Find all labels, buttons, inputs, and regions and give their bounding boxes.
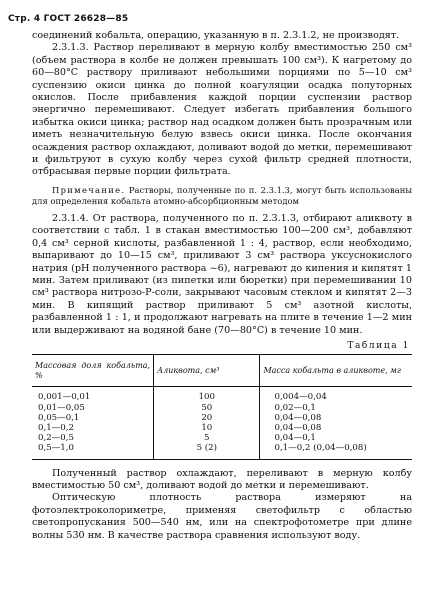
paragraph-continuation: соединений кобальта, операцию, указанную в п. 2.3.1.2, не производят. xyxy=(32,30,400,41)
page-header: Стр. 4 ГОСТ 26628—85 xyxy=(8,14,129,24)
paragraph-cooling: Полученный раствор охлаждают, переливают в мерную колбу вместимостью 50 см³, доливают водой до метки и перемешивают. xyxy=(32,467,412,491)
table-1 xyxy=(32,354,412,459)
cell-mass: 0,04—0,1 xyxy=(260,433,412,443)
table-row xyxy=(32,433,412,443)
table-caption: Таблица 1 xyxy=(347,340,410,351)
cell-mass: 0,02—0,1 xyxy=(260,403,412,413)
cell-mass: 0,04—0,08 xyxy=(260,423,412,433)
cell-aliquot: 50 xyxy=(154,403,260,413)
cell-fraction: 0,2—0,5 xyxy=(38,433,74,444)
cell-fraction: 0,01—0,05 xyxy=(38,402,85,413)
cell-fraction: 0,1—0,2 xyxy=(38,422,74,433)
cell-mass: 0,04—0,08 xyxy=(260,413,412,423)
table-header-row xyxy=(32,355,412,387)
paragraph-2-3-1-3: 2.3.1.3. Раствор переливают в мерную колбу вместимостью 250 см³ (объем раствора в колбе не должен превышать 100 см³). К нагретому до 60—80°С раствору приливают небольшими порциями по 5—10 см³ суспензию окиси цинка до полной коагуляции осадка полуторных окислов. После прибавления каждой порции суспензии раствор энергично перемешивают. Следует избегать прибавления большого избытка окиси цинка; раствор над осадком должен быть прозрачным или иметь незначительную белую взвесь окиси цинка. После окончания осаждения раствор охлаждают, доливают водой до метки, перемешивают и фильтруют в сухую колбу через сухой фильтр средней плотности, отбрасывая первые порции фильтрата. xyxy=(32,42,412,178)
paragraph-2-3-1-4: 2.3.1.4. От раствора, полученного по п. 2.3.1.3, отбирают аликвоту в соответствии с табл. 1 в стакан вместимостью 100—200 см³, добавляют 0,4 см³ серной кислоты, разбавленной 1 : 4, раствор, если необходимо, выпаривают до 10—15 см³, приливают 3 см³ раствора уксуснокислого натрия (pH полученного раствора ~6), нагревают до кипения и кипятят 1 мин. Затем приливают (из пипетки или бюретки) при перемешивании 10 см³ раствора нитрозо-Р-соли, закрывают часовым стеклом и кипятят 2—3 мин. В кипящий раствор приливают 5 см³ азотной кислоты, разбавленной 1 : 1, и продолжают нагревать на плите в течение 1—2 мин или выдерживают на водяной бане (70—80°С) в течение 10 мин. xyxy=(32,212,412,336)
col-header-aliquot: Аликвота, см³ xyxy=(154,355,260,387)
cell-mass: 0,1—0,2 (0,04—0,08) xyxy=(260,443,412,459)
cell-mass: 0,004—0,04 xyxy=(260,387,412,403)
table-row xyxy=(32,403,412,413)
cell-aliquot: 20 xyxy=(154,413,260,423)
paragraph-optical-density: Оптическую плотность раствора измеряют на фотоэлектроколориметре, применяя светофильтр с областью светопропускания 500—540 нм, или на спектрофотометре при длине волны 530 нм. В качестве раствора сравнения используют воду. xyxy=(32,492,412,541)
table-row xyxy=(32,423,412,433)
note-text: Растворы, полученные по п. 2.3.1.3, могут быть использованы для определения кобальта атомно-абсорбционным методом xyxy=(32,184,412,206)
note xyxy=(32,185,412,207)
cell-aliquot: 100 xyxy=(154,387,260,403)
table-row xyxy=(32,387,412,403)
col-header-cobalt-fraction: Массовая доля кобальта, % xyxy=(32,355,154,387)
cell-fraction: 0,05—0,1 xyxy=(38,412,80,423)
note-label: Примечание. xyxy=(52,184,126,195)
cell-aliquot: 5 xyxy=(154,433,260,443)
cell-fraction: 0,5—1,0 xyxy=(32,443,154,459)
cell-fraction: 0,001—0,01 xyxy=(38,392,91,403)
document-body xyxy=(32,30,412,542)
table-row xyxy=(32,413,412,423)
cell-aliquot: 5 (2) xyxy=(154,443,260,459)
col-header-cobalt-mass: Масса кобальта в аликвоте, мг xyxy=(260,355,412,387)
table-row xyxy=(32,443,412,459)
cell-aliquot: 10 xyxy=(154,423,260,433)
